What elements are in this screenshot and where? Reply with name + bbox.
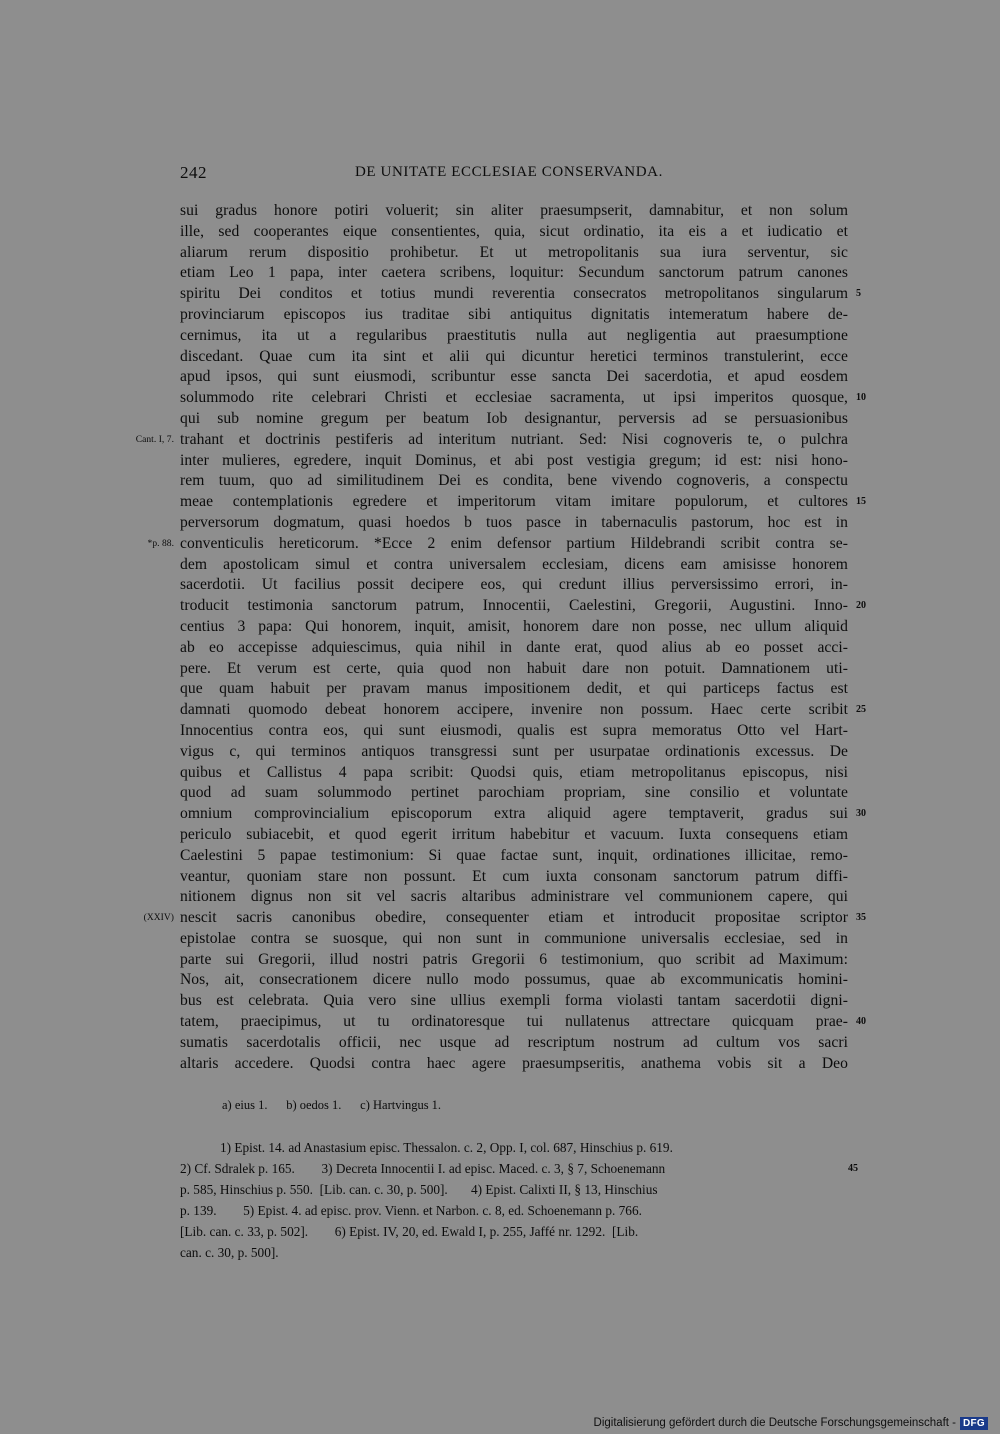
text-line — [180, 409, 848, 430]
text-line-content: conventiculis hereticorum. *Ecce 2 enim defensor partium Hildebrandi scribit contra se- — [180, 534, 848, 552]
footnote-line — [180, 1221, 848, 1242]
text-line — [180, 638, 848, 659]
text-line — [180, 950, 848, 971]
text-line — [180, 575, 848, 596]
text-line — [180, 263, 848, 284]
running-title: DE UNITATE ECCLESIAE CONSERVANDA. — [355, 164, 663, 180]
text-line-content: pere. Et verum est certe, quia quod non habuit dare non potuit. Damnationem uti- — [180, 659, 848, 677]
text-line — [180, 783, 848, 804]
textual-variants: a) eius 1. b) oedos 1. c) Hartvingus 1. — [222, 1098, 442, 1112]
text-line — [180, 222, 848, 243]
text-line — [180, 1054, 848, 1075]
text-line — [180, 763, 848, 784]
text-line-content: spiritu Dei conditos et totius mundi reverentia consecratos metropolitanos singularum — [180, 285, 848, 303]
dfg-credit-text: Digitalisierung gefördert durch die Deutsche Forschungsgemeinschaft - — [593, 1417, 956, 1429]
text-line — [180, 991, 848, 1012]
text-line — [180, 492, 867, 513]
text-line — [180, 867, 848, 888]
footnote-line-content: can. c. 30, p. 500]. — [180, 1245, 279, 1260]
text-line-content: Innocentius contra eos, qui sunt eiusmodi, qualis est supra memoratus Otto vel Hart- — [180, 721, 848, 739]
main-text — [135, 201, 867, 1074]
text-line — [180, 887, 848, 908]
text-line-content: Nos, ait, consecrationem dicere nullo modo possumus, quae ab excommunicatis homini- — [180, 971, 848, 989]
text-line — [147, 534, 848, 555]
line-number: 35 — [856, 912, 867, 924]
text-line — [180, 555, 848, 576]
text-line-content: altaris accedere. Quodsi contra haec agere praesumpseritis, anathema vobis sit a Deo — [180, 1054, 848, 1072]
text-line-content: meae contemplationis egredere et imperitorum vitam imitare populorum, et cultores — [180, 493, 848, 511]
text-line-content: epistolae contra se suosque, qui non sunt in communione universalis ecclesiae, sed in — [180, 929, 848, 947]
dfg-logo-icon: DFG — [960, 1417, 988, 1430]
text-line-content: tatem, praecipimus, ut tu ordinatoresque tui nullatenus attrectare quicquam prae- — [180, 1013, 848, 1031]
line-number: 25 — [856, 704, 867, 716]
text-line — [180, 970, 848, 991]
text-line — [180, 700, 867, 721]
margin-reference: *p. 88. — [147, 538, 174, 549]
text-line-content: perversorum dogmatum, quasi hoedos b tuos pasce in tabernaculis pastorum, hoc est in — [180, 513, 848, 531]
text-line-content: omnium comprovincialium episcoporum extra aliquid agere temptaverit, gradus sui — [180, 805, 848, 823]
text-line-content: Caelestini 5 papae testimonium: Si quae factae sunt, inquit, ordinationes illicitae, remo- — [180, 846, 848, 864]
text-line — [180, 1012, 867, 1033]
text-line-content: cernimus, ita ut a regularibus praestitutis nulla aut negligentia aut praesumptione — [180, 326, 848, 344]
text-line-content: sacerdotii. Ut facilius possit decipere eos, qui credunt illius perversissimo errori, in- — [180, 576, 848, 594]
footnote-line — [180, 1158, 858, 1179]
footnote-line-content: 2) Cf. Sdralek p. 165. 3) Decreta Innocentii I. ad episc. Maced. c. 3, § 7, Schoenemann — [180, 1161, 666, 1176]
text-line — [180, 929, 848, 950]
page-header — [180, 163, 850, 185]
text-line-content: ab eo accepisse adquiescimus, quia nihil in dante erat, quod alius ab eo posset acci- — [180, 638, 848, 656]
page-number: 242 — [180, 163, 207, 182]
text-line-content: solummodo rite celebrari Christi et ecclesiae sacramenta, ut ipsi imperitos quosque, — [180, 389, 848, 407]
text-line — [180, 804, 867, 825]
text-line — [180, 471, 848, 492]
footnote-line — [180, 1242, 848, 1263]
line-number: 5 — [856, 288, 862, 300]
text-line-content: inter mulieres, egredere, inquit Dominus, et abi post vestigia gregum; id est: nisi hono- — [180, 451, 848, 469]
text-line — [180, 513, 848, 534]
text-line-content: quibus et Callistus 4 papa scribit: Quodsi quis, etiam metropolitanus episcopus, nisi — [180, 763, 848, 781]
text-line-content: discedant. Quae cum ita sint et alii qui dicuntur heretici terminos transtulerint, ecce — [180, 347, 848, 365]
text-line-content: sui gradus honore potiri voluerit; sin aliter praesumpserit, damnabitur, et non solum — [180, 202, 848, 219]
text-line-content: sumatis sacerdotalis officii, nec usque ad rescriptum nostrum ad cultum vos sacri — [180, 1033, 848, 1051]
line-number: 20 — [856, 600, 867, 612]
text-line-content: etiam Leo 1 papa, inter caetera scribens, loquitur: Secundum sanctorum patrum canones — [180, 264, 848, 282]
line-number: 30 — [856, 808, 867, 820]
text-line — [135, 430, 848, 451]
margin-reference: (XXIV) — [143, 913, 174, 924]
text-line-content: nitionem dignus non sit vel sacris altaribus administrare vel communionem capere, qui — [180, 888, 848, 906]
dfg-credit — [594, 1416, 988, 1430]
text-line — [180, 201, 848, 222]
text-line-content: veantur, quoniam stare non possunt. Et cum iuxta consonam sanctorum patrum diffi- — [180, 867, 848, 885]
footnote-line-content: p. 139. 5) Epist. 4. ad episc. prov. Vienn. et Narbon. c. 8, ed. Schoenemann p. 766. — [180, 1203, 642, 1218]
text-line — [180, 721, 848, 742]
text-line-content: bus est celebrata. Quia vero sine ullius exempli forma violasti tantam sacerdotii digni- — [180, 992, 848, 1010]
text-line-content: parte sui Gregorii, illud nostri patris Gregorii 6 testimonium, quo scribit ad Maximum: — [180, 950, 848, 968]
text-line — [180, 825, 848, 846]
text-line-content: trahant et doctrinis pestiferis ad interitum nutriant. Sed: Nisi cognoveris te, o pulchra — [180, 430, 848, 448]
text-line-content: que quam habuit per pravam manus impositionem dedit, et qui particeps factus est — [180, 680, 848, 698]
text-line-content: provinciarum episcopos ius traditae sibi antiquitus dignitatis intemeratum habere de- — [180, 305, 848, 323]
text-line — [180, 1033, 848, 1054]
text-line — [180, 617, 848, 638]
text-line-content: rem tuum, quo ad similitudinem Dei es condita, bene vivendo cognoveris, a conspectu — [180, 472, 848, 490]
text-line — [180, 388, 867, 409]
text-line — [180, 596, 867, 617]
footnotes — [180, 1137, 858, 1263]
text-line-content: dem apostolicam simul et contra universalem ecclesiam, dicens eam amisisse honorem — [180, 555, 848, 573]
text-line — [180, 742, 848, 763]
text-line-content: aliarum rerum dispositio prohibetur. Et ut metropolitanis sua iura serventur, sic — [180, 243, 848, 261]
text-line — [180, 451, 848, 472]
text-line — [180, 659, 848, 680]
text-line — [180, 347, 848, 368]
footnote-line-content: [Lib. can. c. 33, p. 502]. 6) Epist. IV, 20, ed. Ewald I, p. 255, Jaffé nr. 1292. [Lib. — [180, 1224, 639, 1239]
footnote-line-content: p. 585, Hinschius p. 550. [Lib. can. c. 30, p. 500]. 4) Epist. Calixti II, § 13, Hinschius — [180, 1182, 658, 1197]
text-line-content: vigus c, qui terminos antiquos transgressi sunt per usurpatae ordinationis excessus. De — [180, 742, 848, 760]
text-line-content: qui sub nomine gregum per beatum Iob designantur, perversis ad se persuasionibus — [180, 409, 848, 427]
text-line-content: nescit sacris canonibus obedire, consequenter etiam et introducit propositae scriptor — [180, 909, 848, 927]
text-line — [180, 367, 848, 388]
line-number: 15 — [856, 496, 867, 508]
text-line-content: centius 3 papa: Qui honorem, inquit, amisit, honorem dare non posse, nec ullum aliquid — [180, 617, 848, 635]
text-line — [180, 243, 848, 264]
text-line-content: troducit testimonia sanctorum patrum, Innocentii, Caelestini, Gregorii, Augustini. Inno- — [180, 597, 848, 615]
margin-reference: Cant. I, 7. — [135, 434, 174, 445]
text-line — [143, 908, 867, 929]
text-line-content: periculo subiacebit, et quod egerit irritum habebitur et vacuum. Iuxta consequens etiam — [180, 825, 848, 843]
text-line-content: apud ipsos, qui sunt eiusmodi, scribuntur esse sancta Dei sacerdotia, et apud eosdem — [180, 368, 848, 386]
footnote-line — [180, 1137, 848, 1158]
text-line — [180, 846, 848, 867]
text-line — [180, 326, 848, 347]
line-number: 40 — [856, 1016, 867, 1028]
text-line-content: quod ad suam solummodo pertinet parochiam propriam, sine consilio et voluntate — [180, 784, 848, 802]
text-line-content: ille, sed cooperantes eique consentientes, quia, sicut ordinatio, ita eis a et iudicatio et — [180, 222, 848, 240]
line-number: 10 — [856, 392, 867, 404]
text-line-content: damnati quomodo debeat honorem accipere, invenire non possum. Haec certe scribit — [180, 701, 848, 719]
line-number: 45 — [848, 1163, 858, 1174]
text-line — [180, 305, 848, 326]
text-line — [180, 284, 862, 305]
text-line — [180, 679, 848, 700]
footnote-line-content: 1) Epist. 14. ad Anastasium episc. Thessalon. c. 2, Opp. I, col. 687, Hinschius p. 619. — [220, 1140, 673, 1155]
footnote-line — [180, 1200, 848, 1221]
footnote-line — [180, 1179, 848, 1200]
